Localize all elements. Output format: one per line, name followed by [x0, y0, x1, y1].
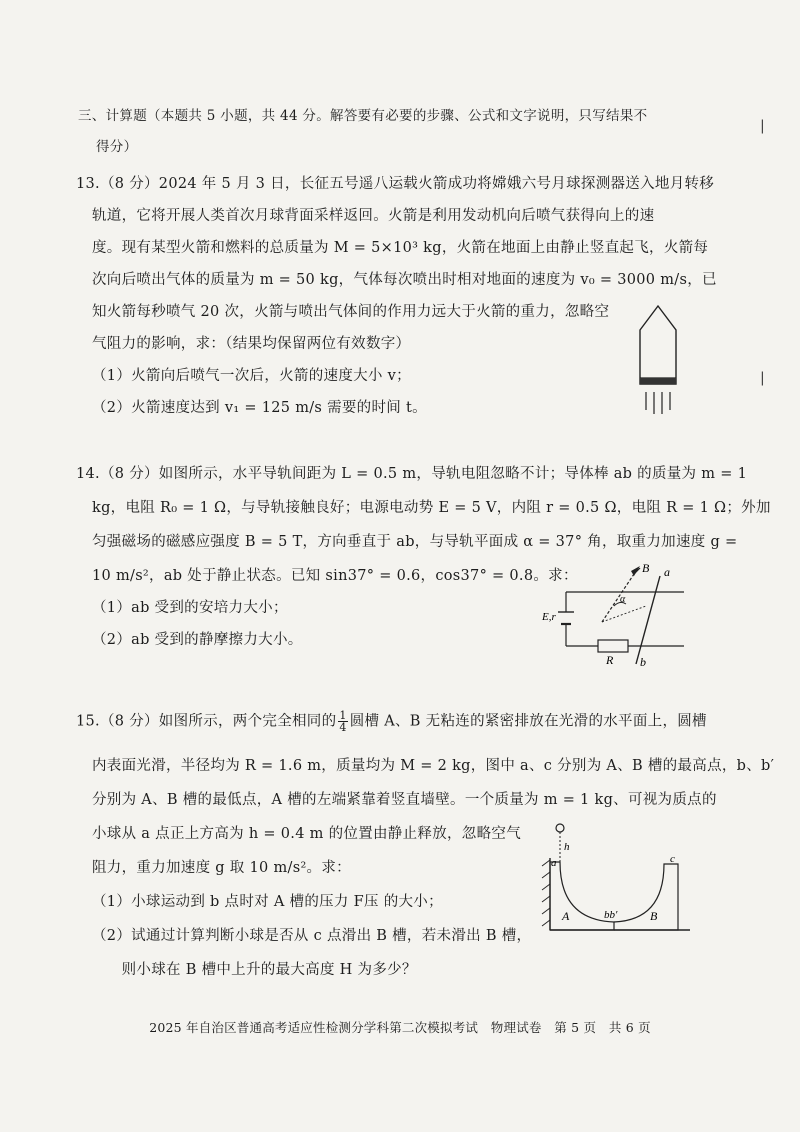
q15-text: 15.（8 分）如图所示，两个完全相同的	[76, 713, 337, 730]
q15-subq-2-cont: 则小球在 B 槽中上升的最大高度 H 为多少？	[92, 962, 417, 978]
label-B: B	[642, 561, 650, 575]
quarter-fraction	[338, 710, 347, 733]
q15-line-1	[76, 710, 707, 733]
label-Er: E,r	[542, 611, 556, 623]
q15-line: 分别为 A、B 槽的最低点，A 槽的左端紧靠着竖直墙壁。一个质量为 m = 1 kg、可视为质点的	[92, 792, 717, 808]
q13-line: 轨道，它将开展人类首次月球背面采样返回。火箭是利用发动机向后喷气获得向上的速	[92, 208, 655, 224]
q13-subq-2: （2）火箭速度达到 v₁ = 125 m/s 需要的时间 t。	[92, 400, 427, 416]
q13-line: 13.（8 分）2024 年 5 月 3 日，长征五号遥八运载火箭成功将嫦娥六号月球探测器送入地月转移	[76, 176, 715, 192]
q15-subq-1: （1）小球运动到 b 点时对 A 槽的压力 F压 的大小；	[92, 894, 443, 910]
label-a: a	[551, 857, 557, 869]
rocket-figure	[630, 300, 690, 420]
circular-groove-figure	[540, 818, 696, 938]
label-alpha: α	[620, 594, 626, 605]
q15-line: 阻力，重力加速度 g 取 10 m/s²。求：	[92, 860, 351, 876]
label-b: b	[640, 655, 646, 668]
fraction-numerator: 1	[339, 709, 347, 722]
q14-line: 匀强磁场的磁感应强度 B = 5 T，方向垂直于 ab，与导轨平面成 α = 37° 角，取重力加速度 g =	[92, 534, 738, 550]
label-h: h	[564, 841, 570, 853]
page-footer: 2025 年自治区普通高考适应性检测分学科第二次模拟考试 物理试卷 第 5 页 共 6 页	[149, 1020, 651, 1035]
q13-line: 次向后喷出气体的质量为 m = 50 kg，气体每次喷出时相对地面的速度为 v₀ = 3000 m/s，已	[92, 272, 717, 288]
fraction-denominator: 4	[339, 721, 347, 734]
q15-line: 小球从 a 点正上方高为 h = 0.4 m 的位置由静止释放，忽略空气	[92, 826, 522, 842]
q13-line: 度。现有某型火箭和燃料的总质量为 M = 5×10³ kg，火箭在地面上由静止竖直起飞，火箭每	[92, 240, 709, 256]
label-R: R	[606, 653, 614, 667]
q14-line: kg，电阻 R₀ = 1 Ω，与导轨接触良好；电源电动势 E = 5 V，内阻 r = 0.5 Ω，电阻 R = 1 Ω；外加	[92, 500, 771, 516]
q14-line: 10 m/s²，ab 处于静止状态。已知 sin37° = 0.6，cos37° = 0.8。求：	[92, 568, 578, 584]
section-title: 三、计算题（本题共 5 小题，共 44 分。解答要有必要的步骤、公式和文字说明，只写结果不	[78, 108, 648, 124]
q14-subq-1: （1）ab 受到的安培力大小；	[92, 600, 288, 616]
q14-line: 14.（8 分）如图所示，水平导轨间距为 L = 0.5 m，导轨电阻忽略不计；导体棒 ab 的质量为 m = 1	[76, 466, 748, 482]
rail-circuit-figure	[540, 560, 690, 668]
q15-line: 内表面光滑，半径均为 R = 1.6 m，质量均为 M = 2 kg，图中 a、c 分别为 A、B 槽的最高点，b、b′	[92, 758, 775, 774]
q15-text: 圆槽 A、B 无粘连的紧密排放在光滑的水平面上，圆槽	[349, 713, 707, 730]
q13-line: 气阻力的影响，求：（结果均保留两位有效数字）	[92, 336, 411, 352]
section-title-cont: 得分）	[96, 139, 138, 155]
q14-subq-2: （2）ab 受到的静摩擦力大小。	[92, 632, 303, 648]
margin-mark: |	[760, 370, 765, 386]
label-bb: bb′	[604, 909, 618, 921]
label-B: B	[650, 909, 658, 923]
q13-subq-1: （1）火箭向后喷气一次后，火箭的速度大小 v；	[92, 368, 411, 384]
label-a: a	[664, 565, 670, 579]
q15-subq-2: （2）试通过计算判断小球是否从 c 点滑出 B 槽，若未滑出 B 槽，	[92, 928, 532, 944]
q13-line: 知火箭每秒喷气 20 次，火箭与喷出气体间的作用力远大于火箭的重力，忽略空	[92, 304, 610, 320]
label-c: c	[670, 853, 675, 865]
label-A: A	[562, 909, 570, 923]
margin-mark: |	[760, 118, 765, 134]
